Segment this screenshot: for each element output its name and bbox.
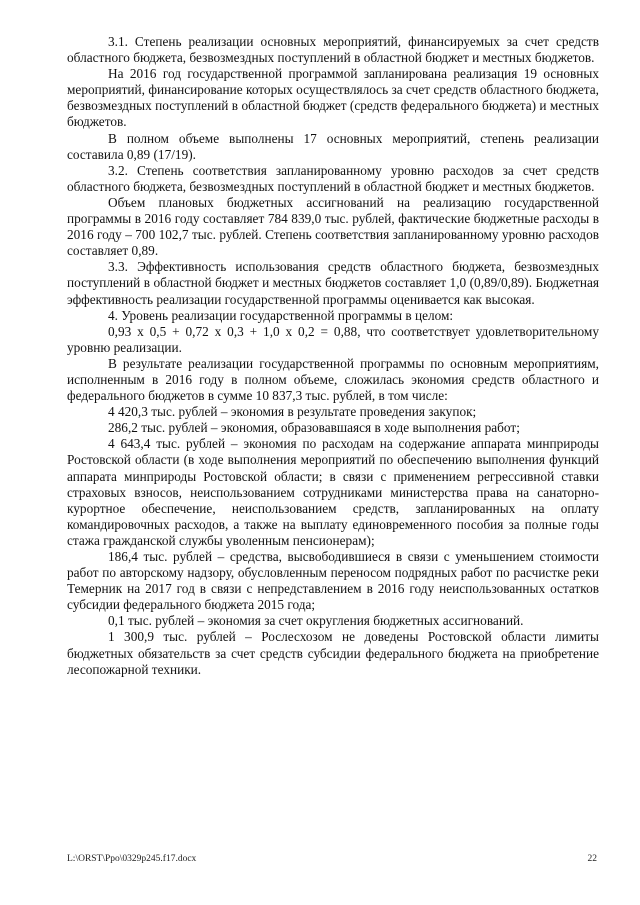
paragraph-formula: 0,93 х 0,5 + 0,72 х 0,3 + 1,0 х 0,2 = 0,88, что соответствует удовлетворительному уровню реализации.	[67, 323, 599, 355]
paragraph-budget-volume: Объем плановых бюджетных ассигнований на реализацию государственной программы в 2016 году составляет 784 839,0 тыс. рублей, фактические бюджетные расходы в 2016 году – 700 102,7 тыс. рублей. Степень соответствия запланированному уровню расходов составляет 0,89.	[67, 194, 599, 259]
paragraph-4-overall-level: 4. Уровень реализации государственной программы в целом:	[108, 307, 454, 323]
paragraph-3-3-efficiency: 3.3. Эффективность использования средств областного бюджета, безвозмездных поступлений в областной бюджет и местных бюджетов составляет 1,0 (0,89/0,89). Бюджетная эффективность реализации государственной программы оценивается как высокая.	[67, 259, 599, 307]
paragraph-planned-measures: На 2016 год государственной программой запланирована реализация 19 основных мероприятий, финансирование которых осуществлялось за счет средств областного бюджета, безвозмездных поступлений в областной бюджет (средств федерального бюджета) и местных бюджетов.	[67, 66, 599, 130]
paragraph-savings-procurement: 4 420,3 тыс. рублей – экономия в результате проведения закупок;	[108, 404, 477, 420]
paragraph-savings-rounding: 0,1 тыс. рублей – экономия за счет округления бюджетных ассигнований.	[108, 613, 524, 629]
footer-file-path: L:\ORST\Ppo\0329p245.f17.docx	[67, 854, 197, 864]
paragraph-savings-works: 286,2 тыс. рублей – экономия, образовавшаяся в ходе выполнения работ;	[108, 420, 520, 436]
paragraph-limits-not-delivered: 1 300,9 тыс. рублей – Рослесхозом не доведены Ростовской области лимиты бюджетных обязательств за счет средств субсидии федерального бюджета на приобретение лесопожарной техники.	[67, 629, 599, 677]
paragraph-3-2-heading: 3.2. Степень соответствия запланированному уровню расходов за счет средств областного бюджета, безвозмездных поступлений в областной бюджет и местных бюджетов.	[67, 162, 599, 194]
paragraph-savings-apparatus: 4 643,4 тыс. рублей – экономия по расходам на содержание аппарата минприроды Ростовской области (в ходе выполнения мероприятий по обеспечению выполнения функций аппарата минприроды Ростовской области; в связи с применением регрессивной ставки страховых взносов, неиспользованием сотрудниками министерства права на санаторно-курортное обеспечение, неиспользованием средств, запланированных на оплату командировочных расходов, а также на выплату единовременного пособия за полные годы стажа гражданской службы уволенным пенсионерам);	[67, 436, 599, 548]
document-body	[67, 34, 599, 678]
paragraph-savings-summary: В результате реализации государственной программы по основным мероприятиям, исполненным в 2016 году в полном объеме, сложилась экономия средств областного и федерального бюджетов в сумме 10 837,3 тыс. рублей, в том числе:	[67, 355, 599, 404]
paragraph-savings-supervision: 186,4 тыс. рублей – средства, высвободившиеся в связи с уменьшением стоимости работ по авторскому надзору, обусловленным переносом подрядных работ по расчистке реки Темерник на 2017 год в связи с непредставлением в 2016 году неиспользованных остатков субсидии федерального бюджета 2015 года;	[67, 549, 599, 613]
paragraph-3-1-heading: 3.1. Степень реализации основных мероприятий, финансируемых за счет средств областного бюджета, безвозмездных поступлений в областной бюджет и местных бюджетов.	[67, 34, 599, 66]
footer-page-number: 22	[587, 854, 597, 864]
paragraph-completed-measures: В полном объеме выполнены 17 основных мероприятий, степень реализации составила 0,89 (17/19).	[67, 130, 599, 162]
